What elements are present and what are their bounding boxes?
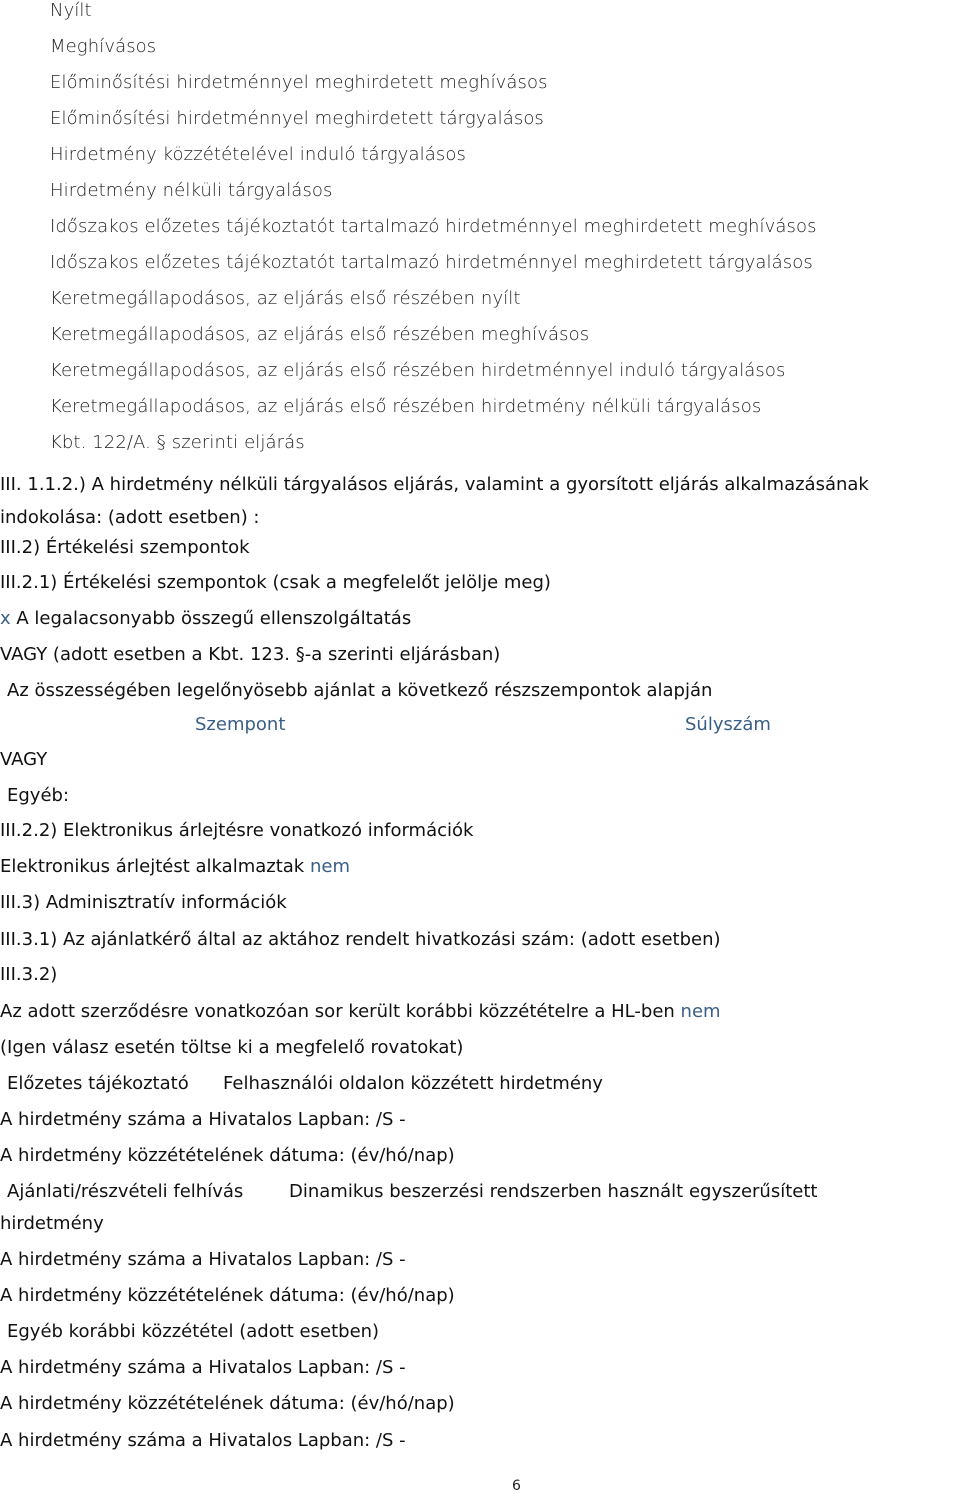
other-label: Egyéb: xyxy=(7,785,70,806)
prior-info-notice-option: Előzetes tájékoztató xyxy=(7,1073,189,1094)
criterion-selected-mark: x xyxy=(0,608,11,629)
e-auction-label: Elektronikus árlejtést alkalmaztak xyxy=(0,856,305,877)
call-for-tender-option: Ajánlati/részvételi felhívás xyxy=(7,1181,244,1202)
procedure-type-kbt-122a: Kbt. 122/A. § szerinti eljárás xyxy=(50,432,305,453)
e-auction-row xyxy=(0,856,350,878)
notice-date-3: A hirdetmény közzétételének dátuma: (év/hó/nap) xyxy=(0,1393,455,1414)
procedure-type-framework-open: Keretmegállapodásos, az eljárás első részében nyílt xyxy=(50,288,521,309)
or-kbt-123: VAGY (adott esetben a Kbt. 123. §-a szerinti eljárásban) xyxy=(0,644,501,665)
procedure-type-framework-restricted: Keretmegállapodásos, az eljárás első részében meghívásos xyxy=(50,324,590,345)
notice-number-1: A hirdetmény száma a Hivatalos Lapban: /S - xyxy=(0,1109,406,1130)
column-criterion: Szempont xyxy=(195,714,286,735)
procedure-type-framework-negotiated-without-notice: Keretmegállapodásos, az eljárás első részében hirdetmény nélküli tárgyalásos xyxy=(50,396,762,417)
criterion-lowest-price xyxy=(0,608,411,630)
procedure-type-restricted: Meghívásos xyxy=(50,36,157,57)
notice-number-4: A hirdetmény száma a Hivatalos Lapban: /S - xyxy=(0,1430,406,1451)
dps-simplified-notice-option: Dinamikus beszerzési rendszerben használt egyszerűsített xyxy=(289,1181,818,1202)
procedure-type-prequalified-negotiated: Előminősítési hirdetménnyel meghirdetett tárgyalásos xyxy=(50,108,544,129)
procedure-type-prequalified-restricted: Előminősítési hirdetménnyel meghirdetett meghívásos xyxy=(50,72,548,93)
column-weighting: Súlyszám xyxy=(685,714,771,735)
procedure-type-negotiated-with-notice: Hirdetmény közzétételével induló tárgyalásos xyxy=(50,144,466,165)
notice-date-2: A hirdetmény közzétételének dátuma: (év/hó/nap) xyxy=(0,1285,455,1306)
procedure-type-open: Nyílt xyxy=(50,0,92,21)
page-number: 6 xyxy=(512,1478,521,1494)
section-iii-2-2-heading: III.2.2) Elektronikus árlejtésre vonatkozó információk xyxy=(0,820,474,841)
dps-simplified-notice-option-cont: hirdetmény xyxy=(0,1213,104,1234)
procedure-type-periodic-negotiated: Időszakos előzetes tájékoztatót tartalmazó hirdetménnyel meghirdetett tárgyalásos xyxy=(50,252,813,273)
criterion-best-value: Az összességében legelőnyösebb ajánlat a következő részszempontok alapján xyxy=(7,680,713,701)
section-iii-2-1-heading: III.2.1) Értékelési szempontok (csak a megfelelőt jelölje meg) xyxy=(0,572,551,593)
if-yes-instruction: (Igen válasz esetén töltse ki a megfelelő rovatokat) xyxy=(0,1037,464,1058)
prior-publication-row xyxy=(0,1001,721,1023)
notice-number-3: A hirdetmény száma a Hivatalos Lapban: /S - xyxy=(0,1357,406,1378)
notice-date-1: A hirdetmény közzétételének dátuma: (év/hó/nap) xyxy=(0,1145,455,1166)
section-iii-3-1-heading: III.3.1) Az ajánlatkérő által az aktához rendelt hivatkozási szám: (adott esetben) xyxy=(0,929,721,950)
section-iii-1-1-2: III. 1.1.2.) A hirdetmény nélküli tárgyalásos eljárás, valamint a gyorsított eljárás alkalmazásának indokolása: (adott esetben) : xyxy=(0,474,869,528)
buyer-profile-notice-option: Felhasználói oldalon közzétett hirdetmény xyxy=(223,1073,603,1094)
procedure-type-negotiated-without-notice: Hirdetmény nélküli tárgyalásos xyxy=(50,180,333,201)
section-iii-2-heading: III.2) Értékelési szempontok xyxy=(0,537,250,558)
procedure-type-periodic-restricted: Időszakos előzetes tájékoztatót tartalmazó hirdetménnyel meghirdetett meghívásos xyxy=(50,216,817,237)
criterion-lowest-price-label: A legalacsonyabb összegű ellenszolgáltatás xyxy=(16,608,412,629)
section-iii-3-heading: III.3) Adminisztratív információk xyxy=(0,892,287,913)
procedure-type-framework-negotiated-with-notice: Keretmegállapodásos, az eljárás első részében hirdetménnyel induló tárgyalásos xyxy=(50,360,786,381)
e-auction-value: nem xyxy=(309,856,350,877)
notice-number-2: A hirdetmény száma a Hivatalos Lapban: /S - xyxy=(0,1249,406,1270)
section-iii-3-2-heading: III.3.2) xyxy=(0,964,58,985)
prior-publication-label: Az adott szerződésre vonatkozóan sor került korábbi közzétételre a HL-ben xyxy=(0,1001,675,1022)
prior-publication-value: nem xyxy=(680,1001,721,1022)
other-prior-publication-option: Egyéb korábbi közzététel (adott esetben) xyxy=(7,1321,380,1342)
or-label: VAGY xyxy=(0,749,48,770)
